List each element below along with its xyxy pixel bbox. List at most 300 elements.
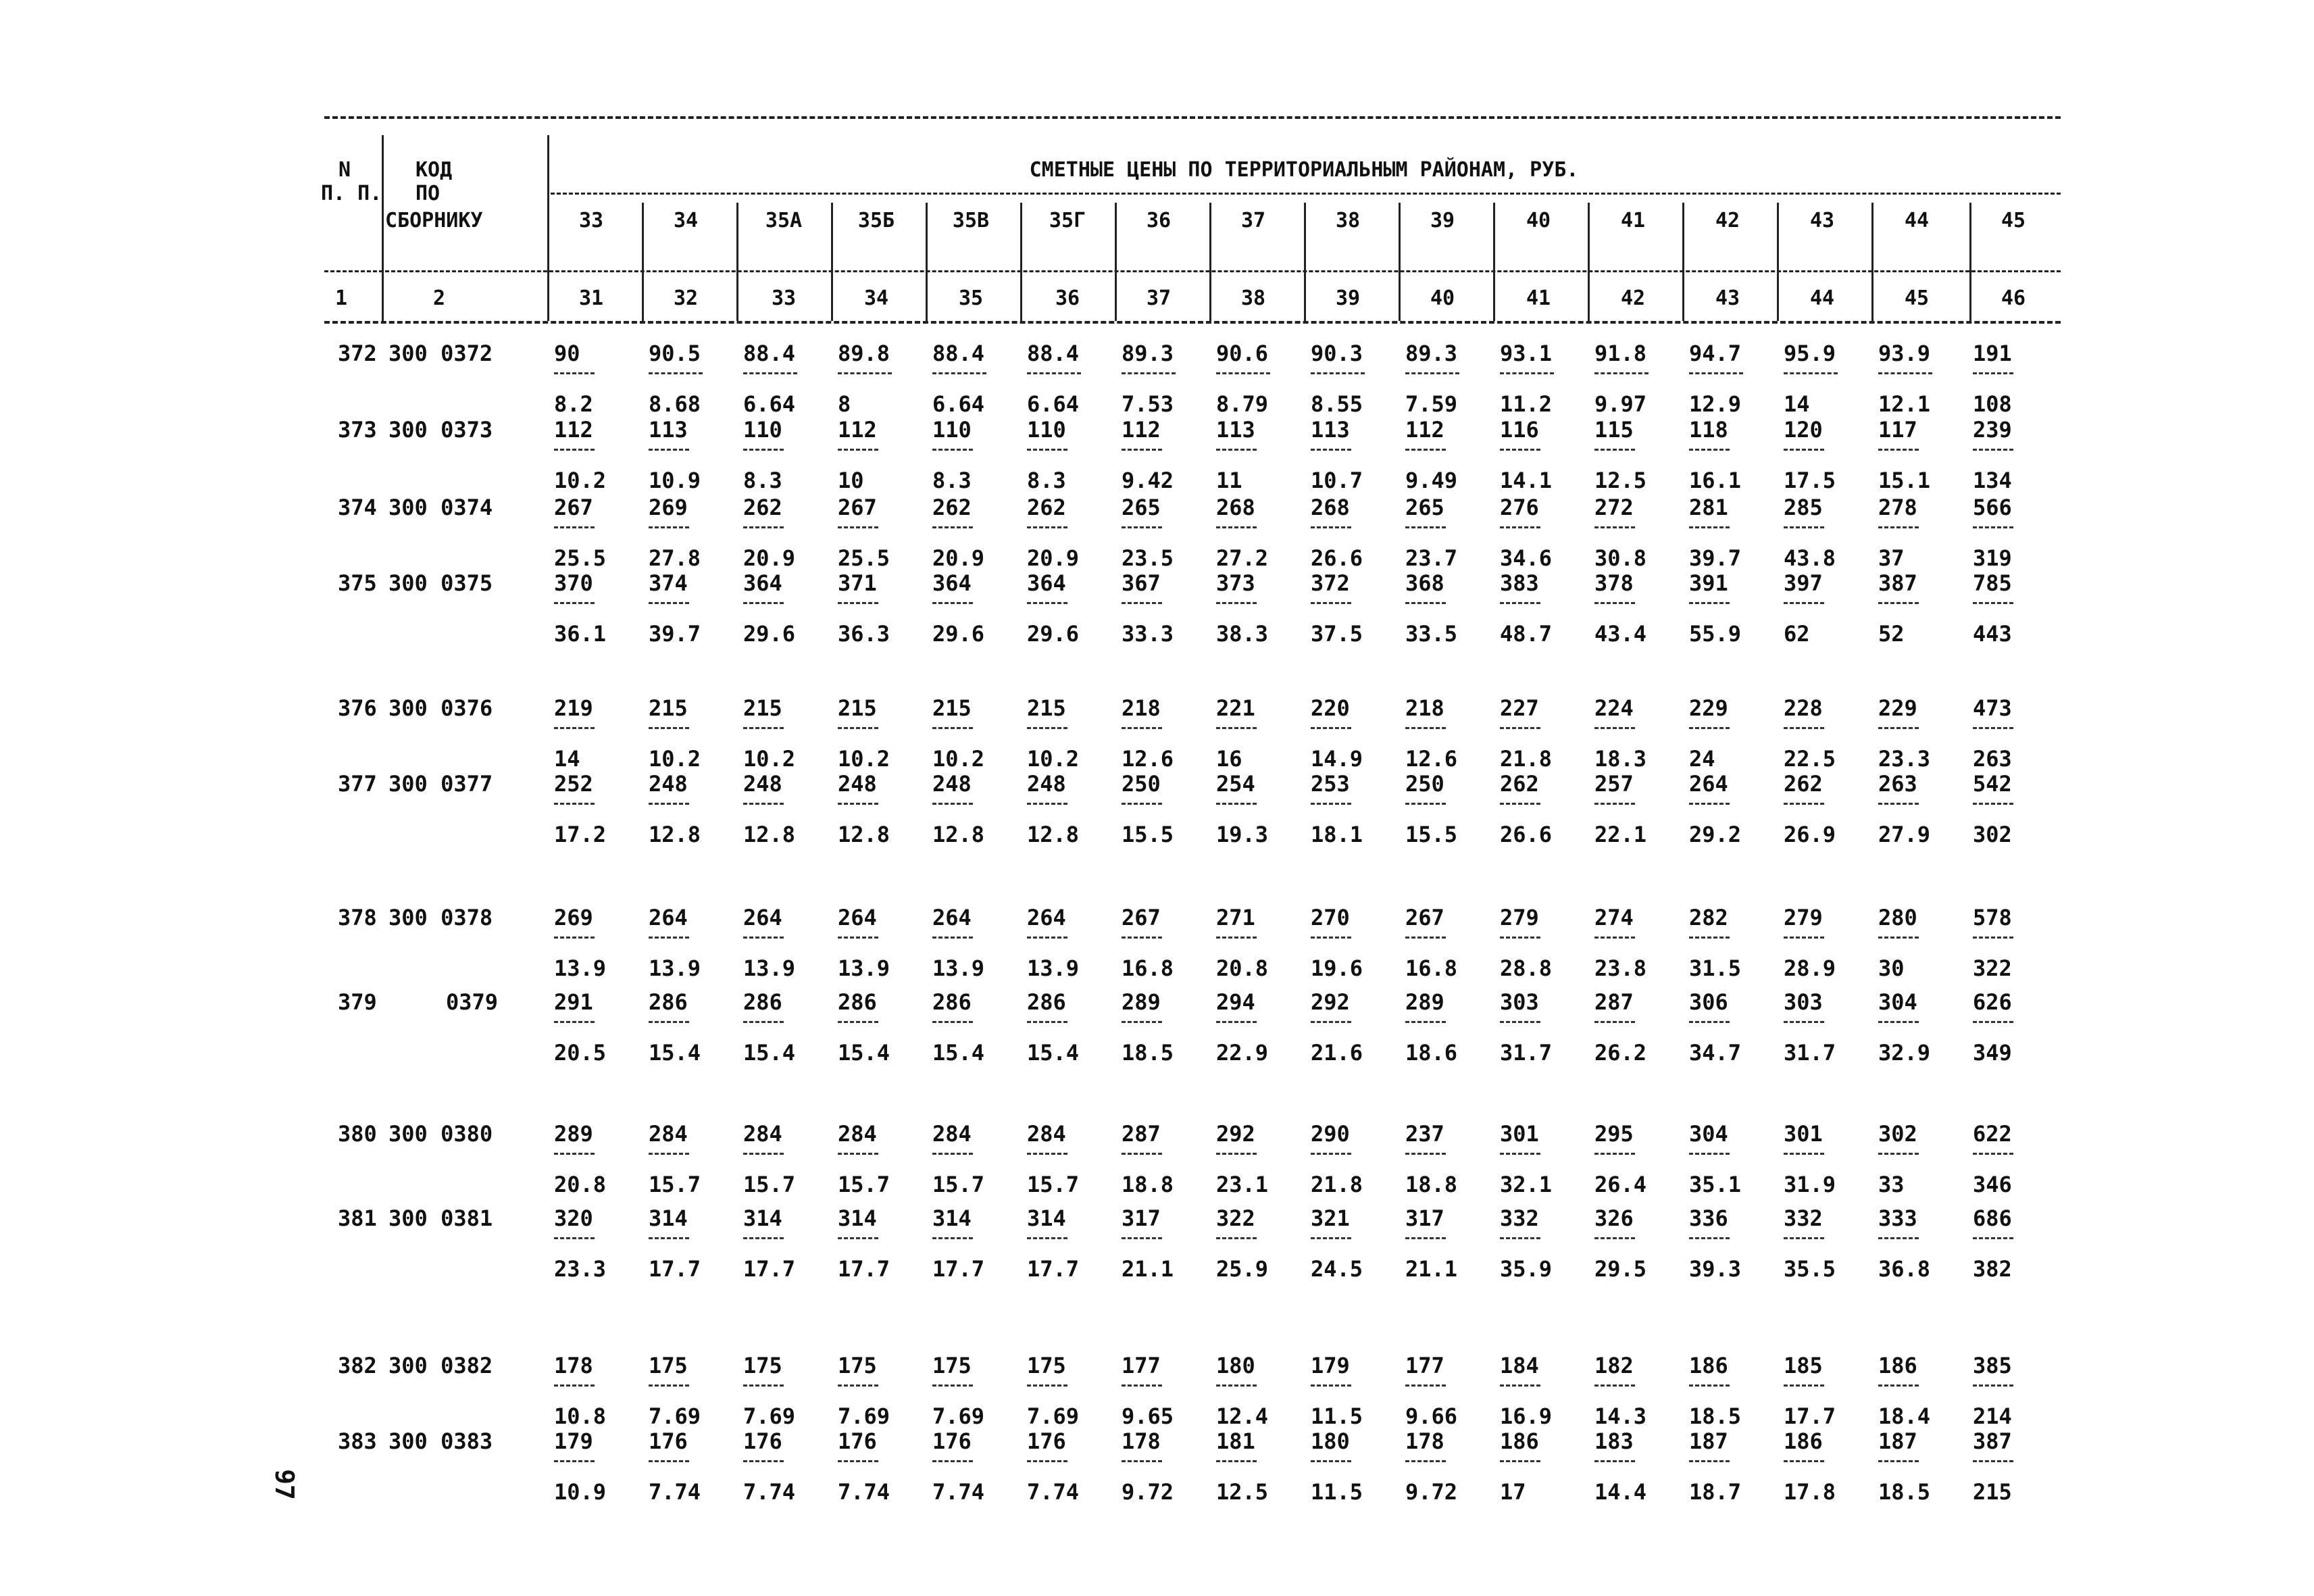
fraction-bar [743, 803, 784, 805]
fraction-bar [1878, 526, 1919, 528]
price-value: 262 [1027, 495, 1066, 520]
fraction-bar [838, 372, 892, 374]
price-value: 95.9 [1784, 341, 1836, 366]
fraction-bar [1784, 937, 1824, 939]
price-value: 262 [932, 495, 972, 520]
fraction-bar [1878, 937, 1919, 939]
price-value: 34.7 [1689, 1040, 1742, 1066]
fraction-bar [1311, 1153, 1351, 1155]
row-number: 374 [338, 495, 377, 520]
price-value: 20.8 [1216, 955, 1269, 981]
fraction-bar [1689, 1153, 1730, 1155]
price-value: 314 [838, 1205, 877, 1231]
price-value: 21.8 [1500, 746, 1553, 772]
fraction-bar [743, 1237, 784, 1239]
price-value: 253 [1311, 771, 1350, 797]
fraction-bar [743, 937, 784, 939]
fraction-bar [1500, 1237, 1540, 1239]
header-column-separator [926, 203, 928, 321]
fraction-bar [649, 803, 689, 805]
price-value: 176 [1027, 1428, 1066, 1454]
fraction-bar [1216, 727, 1257, 729]
price-value: 10.9 [649, 468, 701, 493]
price-value: 8.2 [554, 391, 593, 417]
price-value: 23.8 [1594, 955, 1647, 981]
price-value: 8.68 [649, 391, 701, 417]
price-value: 24 [1689, 746, 1715, 772]
fraction-bar [1122, 1153, 1162, 1155]
price-value: 7.69 [649, 1403, 701, 1429]
fraction-bar [1500, 803, 1540, 805]
price-value: 22.1 [1594, 822, 1647, 847]
price-value: 301 [1784, 1121, 1823, 1147]
price-value: 289 [1122, 989, 1161, 1015]
header-region-15: 45 [2001, 209, 2026, 232]
price-value: 175 [743, 1353, 782, 1378]
fraction-bar [1216, 1021, 1257, 1023]
price-value: 364 [743, 570, 782, 596]
header-column-separator [1969, 203, 1971, 321]
price-value: 314 [649, 1205, 688, 1231]
header-region-8: 38 [1335, 209, 1361, 232]
price-value: 21.6 [1311, 1040, 1363, 1066]
price-value: 10.9 [554, 1479, 607, 1505]
fraction-bar [743, 449, 784, 451]
price-value: 27.9 [1878, 822, 1931, 847]
price-value: 289 [554, 1121, 593, 1147]
fraction-bar [1216, 526, 1257, 528]
fraction-bar [1122, 449, 1162, 451]
price-value: 326 [1594, 1205, 1634, 1231]
price-value: 304 [1689, 1121, 1728, 1147]
fraction-bar [1405, 449, 1446, 451]
price-value: 117 [1878, 417, 1917, 443]
price-value: 349 [1973, 1040, 2012, 1066]
fraction-bar [1311, 602, 1351, 604]
price-value: 9.72 [1405, 1479, 1458, 1505]
price-value: 9.42 [1122, 468, 1174, 493]
header-colnum-14: 45 [1904, 286, 1930, 310]
row-code: 300 0373 [388, 417, 493, 443]
price-value: 88.4 [743, 341, 796, 366]
fraction-bar [1027, 526, 1067, 528]
fraction-bar [932, 1385, 973, 1387]
header-region-9: 39 [1430, 209, 1455, 232]
fraction-bar [1973, 1021, 2013, 1023]
price-value: 16.8 [1122, 955, 1174, 981]
price-value: 39.7 [649, 621, 701, 647]
price-value: 291 [554, 989, 593, 1015]
fraction-bar [1973, 937, 2013, 939]
price-value: 93.1 [1500, 341, 1553, 366]
price-value: 286 [932, 989, 972, 1015]
price-value: 15.4 [649, 1040, 701, 1066]
price-value: 178 [1405, 1428, 1444, 1454]
price-value: 91.8 [1594, 341, 1647, 366]
price-value: 16 [1216, 746, 1242, 772]
price-value: 27.2 [1216, 545, 1269, 571]
fraction-bar [1027, 602, 1067, 604]
price-value: 284 [743, 1121, 782, 1147]
header-column-separator [642, 203, 644, 321]
price-value: 227 [1500, 695, 1539, 721]
price-value: 346 [1973, 1172, 2012, 1197]
price-value: 6.64 [932, 391, 985, 417]
fraction-bar [1594, 803, 1635, 805]
price-value: 8.79 [1216, 391, 1269, 417]
fraction-bar [649, 602, 689, 604]
price-value: 473 [1973, 695, 2012, 721]
price-value: 284 [932, 1121, 972, 1147]
fraction-bar [1311, 449, 1351, 451]
fraction-bar [1973, 727, 2013, 729]
header-column-separator [1209, 203, 1211, 321]
header-colnum-9: 40 [1430, 286, 1455, 310]
price-value: 43.8 [1784, 545, 1836, 571]
price-value: 239 [1973, 417, 2012, 443]
price-value: 33.3 [1122, 621, 1174, 647]
price-value: 333 [1878, 1205, 1917, 1231]
fraction-bar [1594, 1237, 1635, 1239]
price-value: 382 [1973, 1256, 2012, 1282]
price-value: 7.74 [838, 1479, 890, 1505]
price-value: 387 [1973, 1428, 2012, 1454]
fraction-bar [1689, 727, 1730, 729]
fraction-bar [1973, 1237, 2013, 1239]
fraction-bar [1311, 803, 1351, 805]
header-colnum-n: 1 [334, 286, 348, 310]
price-value: 112 [554, 417, 593, 443]
price-value: 191 [1973, 341, 2012, 366]
row-code: 300 0382 [388, 1353, 493, 1378]
price-value: 15.7 [838, 1172, 890, 1197]
price-value: 215 [649, 695, 688, 721]
price-value: 32.9 [1878, 1040, 1931, 1066]
price-value: 276 [1500, 495, 1539, 520]
price-value: 286 [838, 989, 877, 1015]
header-sborniku-label: СБОРНИКУ [385, 209, 483, 232]
price-value: 186 [1878, 1353, 1917, 1378]
price-value: 303 [1500, 989, 1539, 1015]
fraction-bar [932, 372, 986, 374]
fraction-bar [1973, 526, 2013, 528]
row-number: 373 [338, 417, 377, 443]
price-value: 281 [1689, 495, 1728, 520]
price-value: 219 [554, 695, 593, 721]
fraction-bar [838, 1153, 878, 1155]
price-value: 282 [1689, 905, 1728, 930]
price-value: 89.3 [1405, 341, 1458, 366]
header-colnum-5: 36 [1055, 286, 1080, 310]
header-column-separator [1777, 203, 1779, 321]
price-value: 112 [1405, 417, 1444, 443]
header-region-7: 37 [1240, 209, 1266, 232]
price-value: 18.5 [1689, 1403, 1742, 1429]
price-value: 262 [1784, 771, 1823, 797]
price-value: 367 [1122, 570, 1161, 596]
fraction-bar [1689, 803, 1730, 805]
price-value: 248 [932, 771, 972, 797]
price-value: 178 [554, 1353, 593, 1378]
row-number: 372 [338, 341, 377, 366]
price-value: 373 [1216, 570, 1255, 596]
price-value: 248 [649, 771, 688, 797]
fraction-bar [932, 1153, 973, 1155]
price-value: 18.5 [1122, 1040, 1174, 1066]
price-value: 364 [932, 570, 972, 596]
price-value: 287 [1122, 1121, 1161, 1147]
price-value: 542 [1973, 771, 2012, 797]
fraction-bar [1594, 1385, 1635, 1387]
price-value: 52 [1878, 621, 1905, 647]
price-value: 7.74 [649, 1479, 701, 1505]
price-value: 20.9 [743, 545, 796, 571]
price-value: 26.6 [1500, 822, 1553, 847]
price-value: 215 [743, 695, 782, 721]
price-value: 29.6 [1027, 621, 1080, 647]
price-value: 31.7 [1500, 1040, 1553, 1066]
price-value: 11.2 [1500, 391, 1553, 417]
price-value: 17.7 [649, 1256, 701, 1282]
fraction-bar [1122, 937, 1162, 939]
price-value: 19.3 [1216, 822, 1269, 847]
price-value: 320 [554, 1205, 593, 1231]
fraction-bar [1500, 1385, 1540, 1387]
price-value: 364 [1027, 570, 1066, 596]
price-value: 35.1 [1689, 1172, 1742, 1197]
price-value: 14.1 [1500, 468, 1553, 493]
price-value: 35.5 [1784, 1256, 1836, 1282]
price-value: 372 [1311, 570, 1350, 596]
fraction-bar [743, 602, 784, 604]
price-value: 303 [1784, 989, 1823, 1015]
price-value: 12.9 [1689, 391, 1742, 417]
price-value: 10.2 [743, 746, 796, 772]
price-value: 113 [1311, 417, 1350, 443]
price-value: 566 [1973, 495, 2012, 520]
fraction-bar [1311, 372, 1365, 374]
row-code: 300 0377 [388, 771, 493, 797]
fraction-bar [1784, 1237, 1824, 1239]
fraction-bar [1216, 937, 1257, 939]
price-value: 9.97 [1594, 391, 1647, 417]
price-value: 120 [1784, 417, 1823, 443]
fraction-bar [1216, 449, 1257, 451]
price-value: 319 [1973, 545, 2012, 571]
price-value: 18.6 [1405, 1040, 1458, 1066]
fraction-bar [838, 937, 878, 939]
price-value: 33.5 [1405, 621, 1458, 647]
fraction-bar [838, 1460, 878, 1462]
price-value: 23.1 [1216, 1172, 1269, 1197]
fraction-bar [1500, 937, 1540, 939]
price-value: 27.8 [649, 545, 701, 571]
fraction-bar [1784, 1153, 1824, 1155]
fraction-bar [1405, 602, 1446, 604]
fraction-bar [838, 526, 878, 528]
price-value: 16.9 [1500, 1403, 1553, 1429]
fraction-bar [1027, 449, 1067, 451]
price-value: 287 [1594, 989, 1634, 1015]
price-value: 248 [1027, 771, 1066, 797]
fraction-bar [1973, 449, 2013, 451]
price-value: 89.8 [838, 341, 890, 366]
fraction-bar [1878, 1237, 1919, 1239]
price-value: 186 [1500, 1428, 1539, 1454]
price-value: 686 [1973, 1205, 2012, 1231]
price-value: 267 [554, 495, 593, 520]
header-mid-rule [324, 270, 2061, 272]
fraction-bar [1405, 937, 1446, 939]
fraction-bar [1405, 1385, 1446, 1387]
fraction-bar [838, 449, 878, 451]
price-value: 387 [1878, 570, 1917, 596]
price-value: 175 [1027, 1353, 1066, 1378]
price-value: 263 [1973, 746, 2012, 772]
price-value: 7.69 [838, 1403, 890, 1429]
price-value: 370 [554, 570, 593, 596]
price-value: 94.7 [1689, 341, 1742, 366]
price-value: 178 [1122, 1428, 1161, 1454]
price-value: 175 [932, 1353, 972, 1378]
price-value: 12.8 [743, 822, 796, 847]
header-column-separator [1399, 203, 1401, 321]
price-value: 23.3 [1878, 746, 1931, 772]
price-value: 321 [1311, 1205, 1350, 1231]
fraction-bar [1500, 1153, 1540, 1155]
price-value: 322 [1216, 1205, 1255, 1231]
fraction-bar [1122, 1021, 1162, 1023]
price-value: 16.8 [1405, 955, 1458, 981]
price-value: 265 [1405, 495, 1444, 520]
fraction-bar [1594, 937, 1635, 939]
fraction-bar [743, 1460, 784, 1462]
price-value: 332 [1784, 1205, 1823, 1231]
price-value: 7.74 [1027, 1479, 1080, 1505]
fraction-bar [1689, 937, 1730, 939]
price-value: 6.64 [743, 391, 796, 417]
fraction-bar [554, 1385, 595, 1387]
header-column-separator [736, 203, 738, 321]
price-value: 39.7 [1689, 545, 1742, 571]
price-value: 11.5 [1311, 1479, 1363, 1505]
fraction-bar [743, 1021, 784, 1023]
price-value: 37.5 [1311, 621, 1363, 647]
price-value: 187 [1878, 1428, 1917, 1454]
price-value: 14 [1784, 391, 1810, 417]
header-kod-label: КОД [416, 158, 453, 182]
row-code: 300 0372 [388, 341, 493, 366]
price-value: 25.5 [554, 545, 607, 571]
price-value: 110 [1027, 417, 1066, 443]
fraction-bar [1689, 1021, 1730, 1023]
price-value: 284 [1027, 1121, 1066, 1147]
header-bottom-rule [324, 321, 2061, 324]
header-region-10: 40 [1526, 209, 1551, 232]
fraction-bar [554, 727, 595, 729]
price-value: 179 [1311, 1353, 1350, 1378]
row-number: 375 [338, 570, 377, 596]
fraction-bar [743, 1153, 784, 1155]
price-value: 90.3 [1311, 341, 1363, 366]
price-value: 278 [1878, 495, 1917, 520]
price-value: 7.69 [743, 1403, 796, 1429]
price-value: 20.9 [932, 545, 985, 571]
price-value: 279 [1500, 905, 1539, 930]
price-value: 37 [1878, 545, 1905, 571]
price-value: 21.1 [1405, 1256, 1458, 1282]
price-value: 317 [1122, 1205, 1161, 1231]
price-value: 176 [932, 1428, 972, 1454]
price-value: 13.9 [649, 955, 701, 981]
fraction-bar [1878, 727, 1919, 729]
price-value: 317 [1405, 1205, 1444, 1231]
price-value: 18.1 [1311, 822, 1363, 847]
fraction-bar [1500, 602, 1540, 604]
price-value: 180 [1311, 1428, 1350, 1454]
fraction-bar [1311, 937, 1351, 939]
fraction-bar [1405, 372, 1459, 374]
header-region-2: 35А [765, 209, 803, 232]
fraction-bar [1973, 1460, 2013, 1462]
price-value: 215 [838, 695, 877, 721]
price-value: 36.3 [838, 621, 890, 647]
price-value: 90.6 [1216, 341, 1269, 366]
price-value: 108 [1973, 391, 2012, 417]
price-value: 254 [1216, 771, 1255, 797]
row-number: 383 [338, 1428, 377, 1454]
fraction-bar [554, 1460, 595, 1462]
price-value: 13.9 [932, 955, 985, 981]
header-top-rule [324, 116, 2061, 119]
fraction-bar [838, 602, 878, 604]
fraction-bar [1311, 1460, 1351, 1462]
row-number: 379 [338, 989, 377, 1015]
fraction-bar [1594, 602, 1635, 604]
price-value: 177 [1405, 1353, 1444, 1378]
row-number: 377 [338, 771, 377, 797]
fraction-bar [1689, 526, 1730, 528]
price-value: 397 [1784, 570, 1823, 596]
fraction-bar [932, 449, 973, 451]
fraction-bar [1878, 1460, 1919, 1462]
fraction-bar [1311, 1385, 1351, 1387]
price-value: 12.5 [1594, 468, 1647, 493]
price-value: 17.7 [1784, 1403, 1836, 1429]
price-value: 10.7 [1311, 468, 1363, 493]
fraction-bar [1122, 526, 1162, 528]
price-value: 113 [649, 417, 688, 443]
price-value: 113 [1216, 417, 1255, 443]
fraction-bar [649, 1021, 689, 1023]
price-value: 10 [838, 468, 864, 493]
price-value: 215 [1027, 695, 1066, 721]
price-value: 295 [1594, 1121, 1634, 1147]
header-title-rule [551, 193, 2061, 195]
price-value: 228 [1784, 695, 1823, 721]
price-value: 289 [1405, 989, 1444, 1015]
price-value: 14.3 [1594, 1403, 1647, 1429]
price-value: 290 [1311, 1121, 1350, 1147]
price-value: 35.9 [1500, 1256, 1553, 1282]
header-colnum-4: 35 [958, 286, 984, 310]
fraction-bar [1784, 526, 1824, 528]
price-value: 23.5 [1122, 545, 1174, 571]
fraction-bar [649, 727, 689, 729]
fraction-bar [1122, 372, 1176, 374]
price-value: 38.3 [1216, 621, 1269, 647]
header-colnum-13: 44 [1809, 286, 1835, 310]
